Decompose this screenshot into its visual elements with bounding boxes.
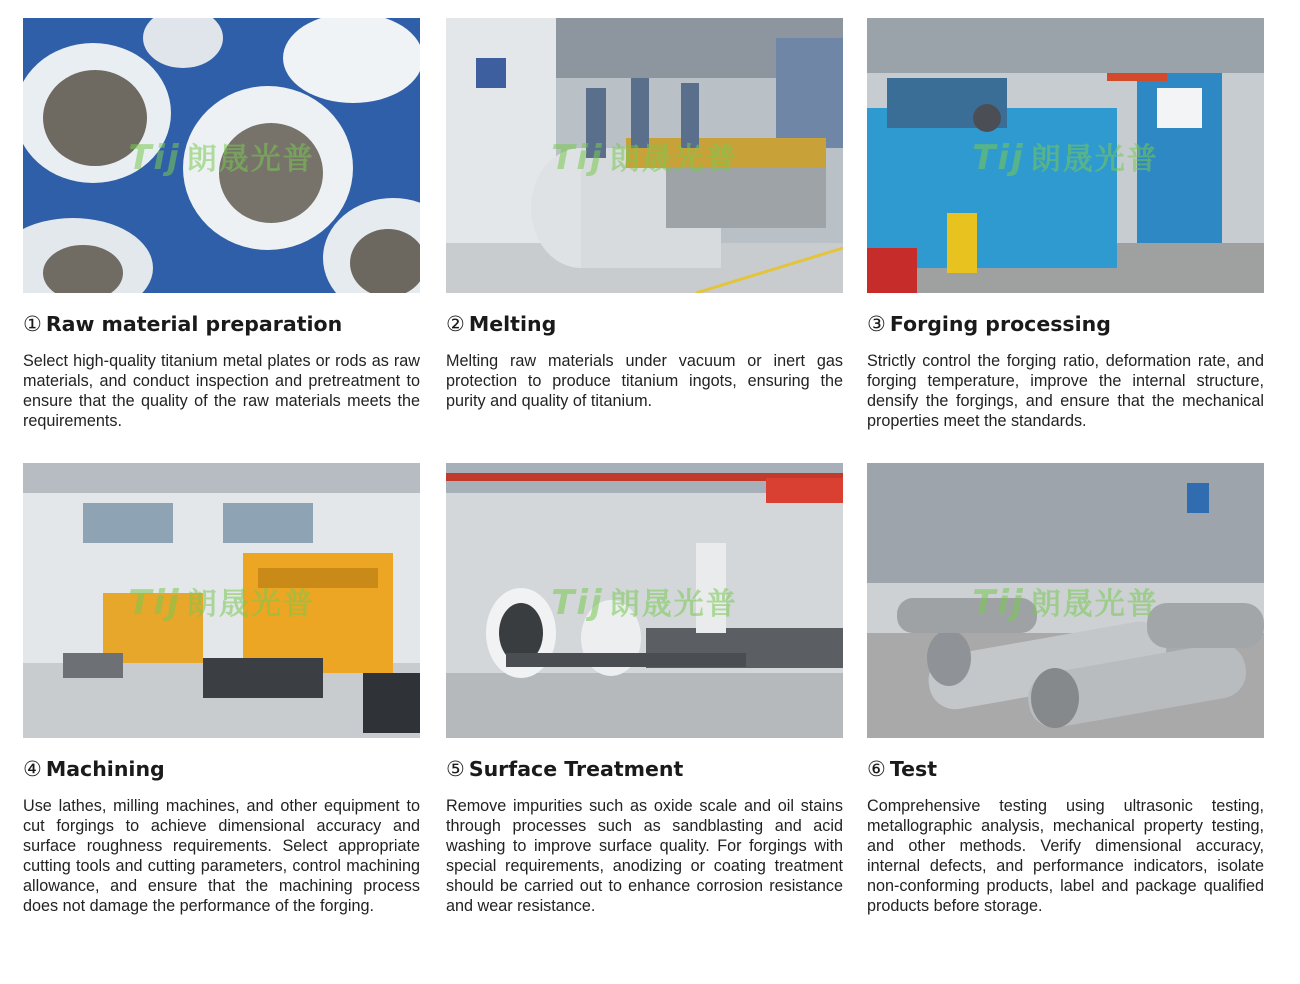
step-title-text: Melting [468, 312, 557, 336]
step-description: Remove impurities such as oxide scale and oil stains through processes such as sandblasting and acid washing to improve surface quality. For forgings with special requirements, anodizing or coating treatment should be carried out to enhance corrosion resistance and wear resistance. [446, 797, 843, 915]
step-title-text: Machining [45, 757, 165, 781]
step-description: Strictly control the forging ratio, deformation rate, and forging temperature, improve the internal structure, densify the forgings, and ensure that the mechanical properties meet the standards. [867, 352, 1264, 430]
watermark-logo: Tij 朗晟光普 [128, 137, 315, 178]
watermark-logo: Tij 朗晟光普 [551, 582, 738, 623]
surface-treatment-photo [446, 463, 843, 738]
step-number: ③ [867, 312, 886, 336]
step-card-forging [867, 18, 1264, 431]
step-description: Select high-quality titanium metal plates or rods as raw materials, and conduct inspection and pretreatment to ensure that the quality of the raw materials meets the requirements. [23, 352, 420, 430]
step-card-surface-treatment [446, 463, 843, 916]
step-number: ① [23, 312, 42, 336]
step-title [867, 755, 1264, 783]
step-title [23, 755, 420, 783]
watermark-logo: Tij 朗晟光普 [972, 582, 1159, 623]
step-card-machining [23, 463, 420, 916]
machining-photo [23, 463, 420, 738]
step-title-text: Raw material preparation [45, 312, 343, 336]
step-card-test [867, 463, 1264, 916]
step-description: Comprehensive testing using ultrasonic testing, metallographic analysis, mechanical property testing, and other methods. Verify dimensional accuracy, internal defects, and performance indicators, isolate non-conforming products, label and package qualified products before storage. [867, 797, 1264, 915]
step-title [446, 310, 843, 338]
step-title-text: Surface Treatment [468, 757, 684, 781]
watermark-logo: Tij 朗晟光普 [972, 137, 1159, 178]
step-number: ⑥ [867, 757, 886, 781]
step-title-text: Forging processing [889, 312, 1111, 336]
step-number: ⑤ [446, 757, 465, 781]
watermark-logo: Tij 朗晟光普 [551, 137, 738, 178]
step-title [867, 310, 1264, 338]
test-photo [867, 463, 1264, 738]
step-card-raw-material [23, 18, 420, 431]
watermark-logo: Tij 朗晟光普 [128, 582, 315, 623]
step-number: ② [446, 312, 465, 336]
step-title [446, 755, 843, 783]
forging-photo [867, 18, 1264, 293]
step-card-melting [446, 18, 843, 411]
melting-photo [446, 18, 843, 293]
step-title-text: Test [889, 757, 937, 781]
step-description: Use lathes, milling machines, and other equipment to cut forgings to achieve dimensional accuracy and surface roughness requirements. Select appropriate cutting tools and cutting parameters, control machining allowance, and ensure that the machining process does not damage the performance of the forging. [23, 797, 420, 915]
raw-material-photo [23, 18, 420, 293]
step-number: ④ [23, 757, 42, 781]
step-description: Melting raw materials under vacuum or inert gas protection to produce titanium ingots, ensuring the purity and quality of titanium. [446, 352, 843, 410]
step-title [23, 310, 420, 338]
